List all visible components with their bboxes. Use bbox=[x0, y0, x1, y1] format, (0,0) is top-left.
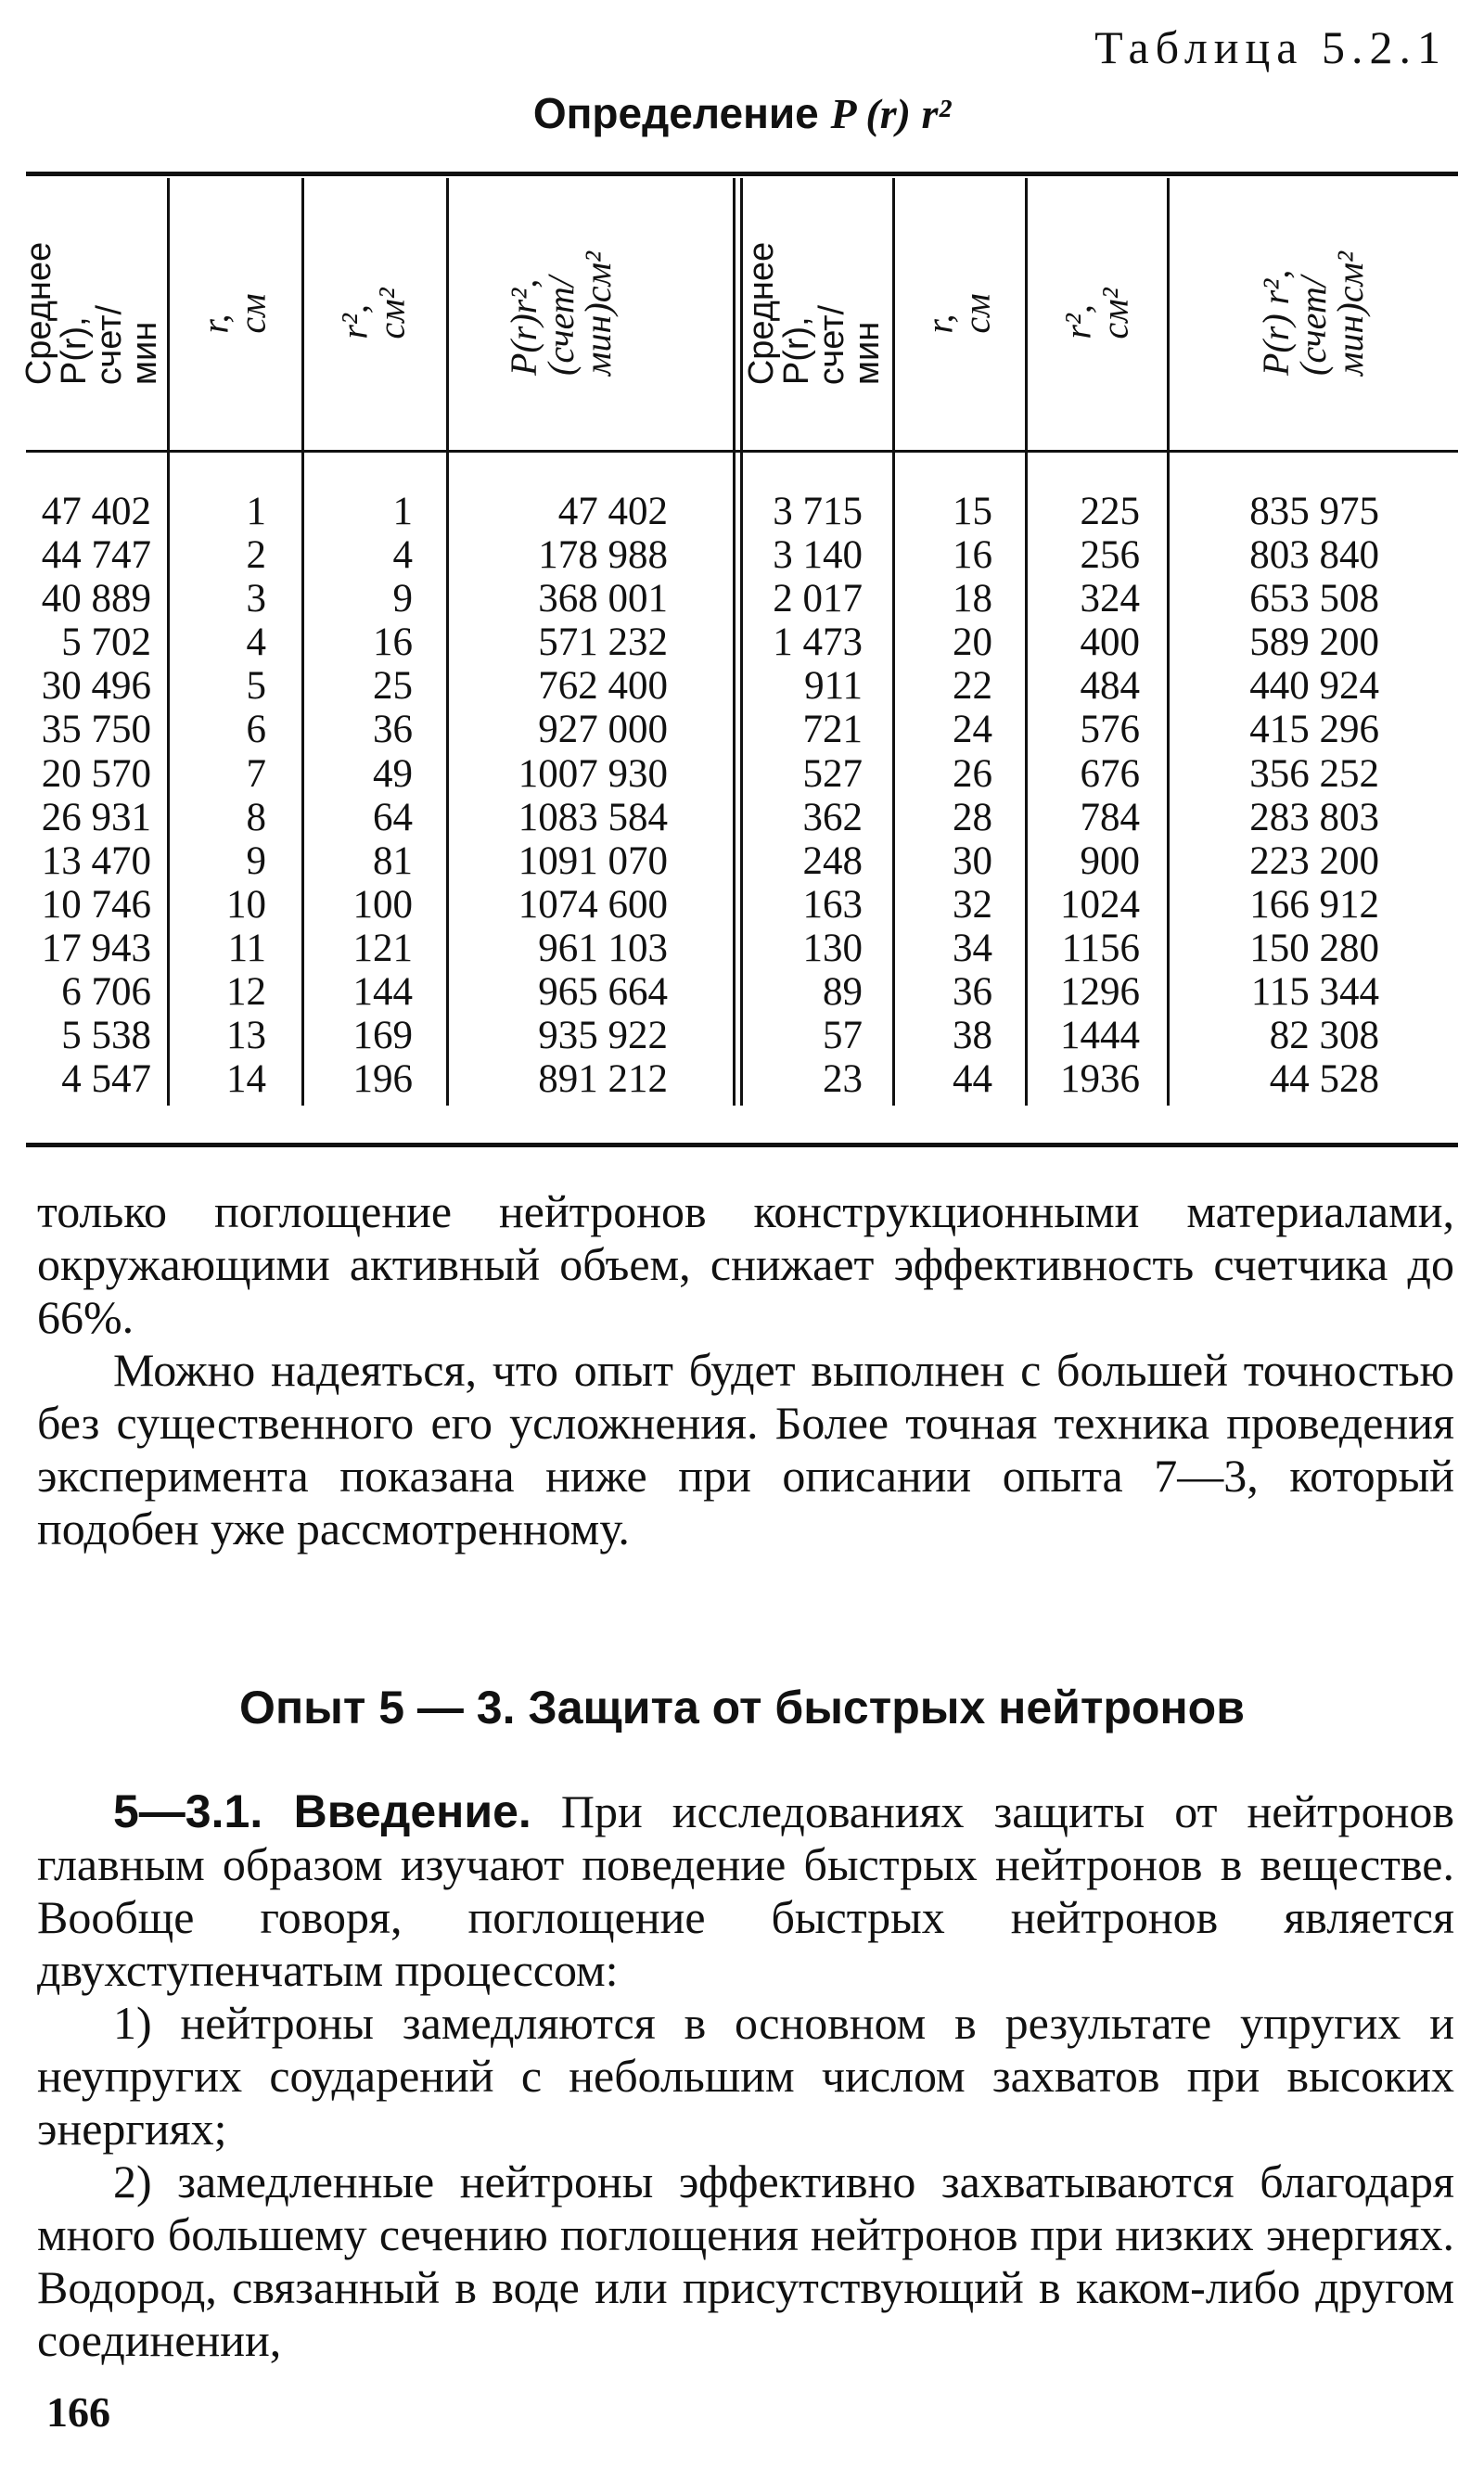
table-cell: 283 803 bbox=[1249, 795, 1379, 839]
table-cell: 891 212 bbox=[538, 1057, 668, 1102]
section-heading: Опыт 5 — 3. Защита от быстрых нейтронов bbox=[239, 1682, 1245, 1733]
table-cell: 18 bbox=[953, 577, 992, 621]
table-cell: 835 975 bbox=[1249, 490, 1379, 533]
table-cell: 927 000 bbox=[538, 708, 668, 752]
paragraph-5: 2) замедленные нейтроны эффективно захватываются благодаря много большему сечению поглощения нейтронов при низких энергиях. Водород, связанный в воде или присутствующий в каком-либо другом соединении, bbox=[37, 2156, 1454, 2366]
table-cell: 34 bbox=[953, 926, 992, 970]
table-cell: 9 bbox=[392, 577, 413, 621]
table-cell: 9 bbox=[246, 838, 266, 883]
paragraph-2: Можно надеяться, что опыт будет выполнен с большей точностью без существенного его усложнения. Более точная техника проведения эксперимента показана ниже при описании опыта 7—3, который подобен уже рассмотренному. bbox=[37, 1344, 1454, 1554]
header-r-2: r, см bbox=[918, 292, 998, 334]
table-cell: 2 017 bbox=[773, 577, 863, 621]
table-cell: 47 402 bbox=[557, 490, 668, 533]
table-cell: 1444 bbox=[1060, 1014, 1140, 1058]
table-title bbox=[0, 88, 1484, 138]
col-divider bbox=[301, 178, 304, 1106]
table-cell: 26 931 bbox=[41, 795, 151, 839]
table-cell: 82 308 bbox=[1269, 1014, 1379, 1058]
table-cell: 356 252 bbox=[1249, 751, 1379, 796]
table-cell: 15 bbox=[953, 490, 992, 533]
table-cell: 57 bbox=[823, 1014, 863, 1058]
table-cell: 25 bbox=[373, 664, 413, 709]
col-divider bbox=[892, 178, 895, 1106]
table-cell: 1936 bbox=[1060, 1057, 1140, 1102]
col-divider bbox=[1025, 178, 1028, 1106]
table-cell: 1156 bbox=[1061, 926, 1140, 970]
table-cell: 44 747 bbox=[41, 533, 151, 578]
table-cell: 20 570 bbox=[41, 751, 151, 796]
table-cell: 115 344 bbox=[1250, 970, 1379, 1015]
col-divider bbox=[446, 178, 449, 1106]
table-cell: 5 702 bbox=[61, 620, 151, 665]
table-cell: 26 bbox=[953, 751, 992, 796]
table-cell: 324 bbox=[1080, 577, 1140, 621]
table-cell: 196 bbox=[352, 1057, 413, 1102]
header-avg-p-1: Среднее P(r), счет/мин bbox=[19, 241, 165, 385]
table-cell: 64 bbox=[373, 795, 413, 839]
table-cell: 1083 584 bbox=[518, 795, 668, 839]
table-cell: 484 bbox=[1080, 664, 1140, 709]
table-cell: 3 140 bbox=[773, 533, 863, 578]
table-cell: 163 bbox=[802, 882, 863, 927]
table-cell: 676 bbox=[1080, 751, 1140, 796]
header-r2-2: r², см² bbox=[1056, 287, 1136, 339]
table-cell: 38 bbox=[953, 1014, 992, 1058]
col-divider bbox=[167, 178, 170, 1106]
table-cell: 1 bbox=[392, 490, 413, 533]
table-cell: 3 bbox=[246, 577, 266, 621]
table-cell: 100 bbox=[352, 882, 413, 927]
table-cell: 13 bbox=[226, 1014, 266, 1058]
table-cell: 6 bbox=[246, 708, 266, 752]
col-r2-1 bbox=[311, 490, 413, 1101]
table-cell: 28 bbox=[953, 795, 992, 839]
table-cell: 44 528 bbox=[1269, 1057, 1379, 1102]
table-cell: 20 bbox=[953, 620, 992, 665]
header-r2-1: r², см² bbox=[333, 287, 413, 339]
table-cell: 935 922 bbox=[538, 1014, 668, 1058]
table-cell: 35 750 bbox=[41, 708, 151, 752]
table-cell: 89 bbox=[823, 970, 863, 1015]
table-cell: 400 bbox=[1080, 620, 1140, 665]
col-pr2-1 bbox=[454, 490, 668, 1101]
table-cell: 4 547 bbox=[61, 1057, 151, 1102]
table-cell: 223 200 bbox=[1249, 838, 1379, 883]
header-pr2-2: P(r) r², (счет/мин)см² bbox=[1254, 250, 1371, 376]
table-cell: 30 496 bbox=[41, 664, 151, 709]
col-r2-2 bbox=[1031, 490, 1140, 1101]
table-cell: 44 bbox=[953, 1057, 992, 1102]
table-cell: 178 988 bbox=[538, 533, 668, 578]
table-cell: 22 bbox=[953, 664, 992, 709]
page-number: 166 bbox=[46, 2388, 110, 2436]
col-avg-p-1 bbox=[19, 490, 151, 1101]
table-cell: 362 bbox=[802, 795, 863, 839]
table-title-prefix: Определение bbox=[532, 89, 819, 137]
table-cell: 130 bbox=[802, 926, 863, 970]
table-cell: 16 bbox=[953, 533, 992, 578]
table-cell: 32 bbox=[953, 882, 992, 927]
table-cell: 166 912 bbox=[1249, 882, 1379, 927]
table-cell: 589 200 bbox=[1249, 620, 1379, 665]
table-cell: 5 bbox=[246, 664, 266, 709]
table-cell: 14 bbox=[226, 1057, 266, 1102]
col-divider bbox=[1167, 178, 1170, 1106]
header-pr2-1: P(r)r², (счет/мин)см² bbox=[502, 250, 619, 376]
table-cell: 803 840 bbox=[1249, 533, 1379, 578]
table-cell: 4 bbox=[392, 533, 413, 578]
table-cell: 900 bbox=[1080, 838, 1140, 883]
table-bottom-rule bbox=[26, 1143, 1458, 1147]
table-cell: 576 bbox=[1080, 708, 1140, 752]
paragraph-1: только поглощение нейтронов конструкционными материалами, окружающими активный объем, снижает эффективность счетчика до 66%. bbox=[37, 1185, 1454, 1343]
table-cell: 1007 930 bbox=[518, 751, 668, 796]
table-cell: 10 746 bbox=[41, 882, 151, 927]
table-cell: 225 bbox=[1080, 490, 1140, 533]
table-cell: 24 bbox=[953, 708, 992, 752]
table-cell: 440 924 bbox=[1249, 664, 1379, 709]
table-cell: 10 bbox=[226, 882, 266, 927]
col-r-2 bbox=[900, 490, 992, 1101]
table-cell: 150 280 bbox=[1249, 926, 1379, 970]
paragraph-4: 1) нейтроны замедляются в основном в результате упругих и неупругих соударений с небольшим числом захватов при высоких энергиях; bbox=[37, 1997, 1454, 2155]
table-cell: 11 bbox=[227, 926, 266, 970]
table-cell: 5 538 bbox=[61, 1014, 151, 1058]
table-cell: 1091 070 bbox=[518, 838, 668, 883]
table-cell: 12 bbox=[226, 970, 266, 1015]
table-cell: 49 bbox=[373, 751, 413, 796]
table-cell: 47 402 bbox=[41, 490, 151, 533]
table-cell: 17 943 bbox=[41, 926, 151, 970]
table-cell: 7 bbox=[246, 751, 266, 796]
paragraph-3-lead: 5—3.1. Введение. bbox=[113, 1785, 531, 1837]
table-cell: 762 400 bbox=[538, 664, 668, 709]
table-cell: 4 bbox=[246, 620, 266, 665]
table-cell: 527 bbox=[802, 751, 863, 796]
table-cell: 965 664 bbox=[538, 970, 668, 1015]
col-divider-double bbox=[733, 178, 736, 1106]
table-cell: 8 bbox=[246, 795, 266, 839]
paragraph-3-text: При исследованиях защиты от нейтронов главным образом изучают поведение быстрых нейтронов в веществе. Вообще говоря, поглощение быстрых нейтронов является двухступенчатым процессом: bbox=[37, 1785, 1455, 1996]
table-label: Таблица 5.2.1 bbox=[1094, 21, 1447, 73]
table-cell: 2 bbox=[246, 533, 266, 578]
table-cell: 16 bbox=[373, 620, 413, 665]
table-cell: 784 bbox=[1080, 795, 1140, 839]
table-cell: 368 001 bbox=[538, 577, 668, 621]
table-cell: 121 bbox=[352, 926, 413, 970]
header-r-1: r, см bbox=[194, 292, 274, 334]
table-cell: 81 bbox=[373, 838, 413, 883]
table-cell: 144 bbox=[352, 970, 413, 1015]
table-cell: 30 bbox=[953, 838, 992, 883]
table-cell: 36 bbox=[953, 970, 992, 1015]
col-pr2-2 bbox=[1173, 490, 1379, 1101]
table-cell: 961 103 bbox=[538, 926, 668, 970]
table-cell: 13 470 bbox=[41, 838, 151, 883]
table-cell: 1024 bbox=[1060, 882, 1140, 927]
table-title-formula: P (r) r² bbox=[830, 90, 952, 137]
table-cell: 248 bbox=[802, 838, 863, 883]
table-top-rule bbox=[26, 172, 1458, 176]
header-avg-p-2: Среднее P(r), счет/мин bbox=[742, 241, 888, 385]
table-cell: 1 473 bbox=[773, 620, 863, 665]
table-cell: 3 715 bbox=[773, 490, 863, 533]
table-cell: 911 bbox=[804, 664, 863, 709]
table-cell: 571 232 bbox=[538, 620, 668, 665]
table-cell: 40 889 bbox=[41, 577, 151, 621]
table-cell: 415 296 bbox=[1249, 708, 1379, 752]
table-cell: 721 bbox=[802, 708, 863, 752]
table-cell: 6 706 bbox=[61, 970, 151, 1015]
table-cell: 1296 bbox=[1060, 970, 1140, 1015]
table-cell: 36 bbox=[373, 708, 413, 752]
table-cell: 653 508 bbox=[1249, 577, 1379, 621]
table-cell: 256 bbox=[1080, 533, 1140, 578]
paragraph-3 bbox=[37, 1785, 1454, 1997]
col-r-1 bbox=[176, 490, 266, 1101]
table-cell: 1 bbox=[246, 490, 266, 533]
table-cell: 1074 600 bbox=[518, 882, 668, 927]
table-cell: 23 bbox=[823, 1057, 863, 1102]
table-cell: 169 bbox=[352, 1014, 413, 1058]
col-avg-p-2 bbox=[749, 490, 863, 1101]
